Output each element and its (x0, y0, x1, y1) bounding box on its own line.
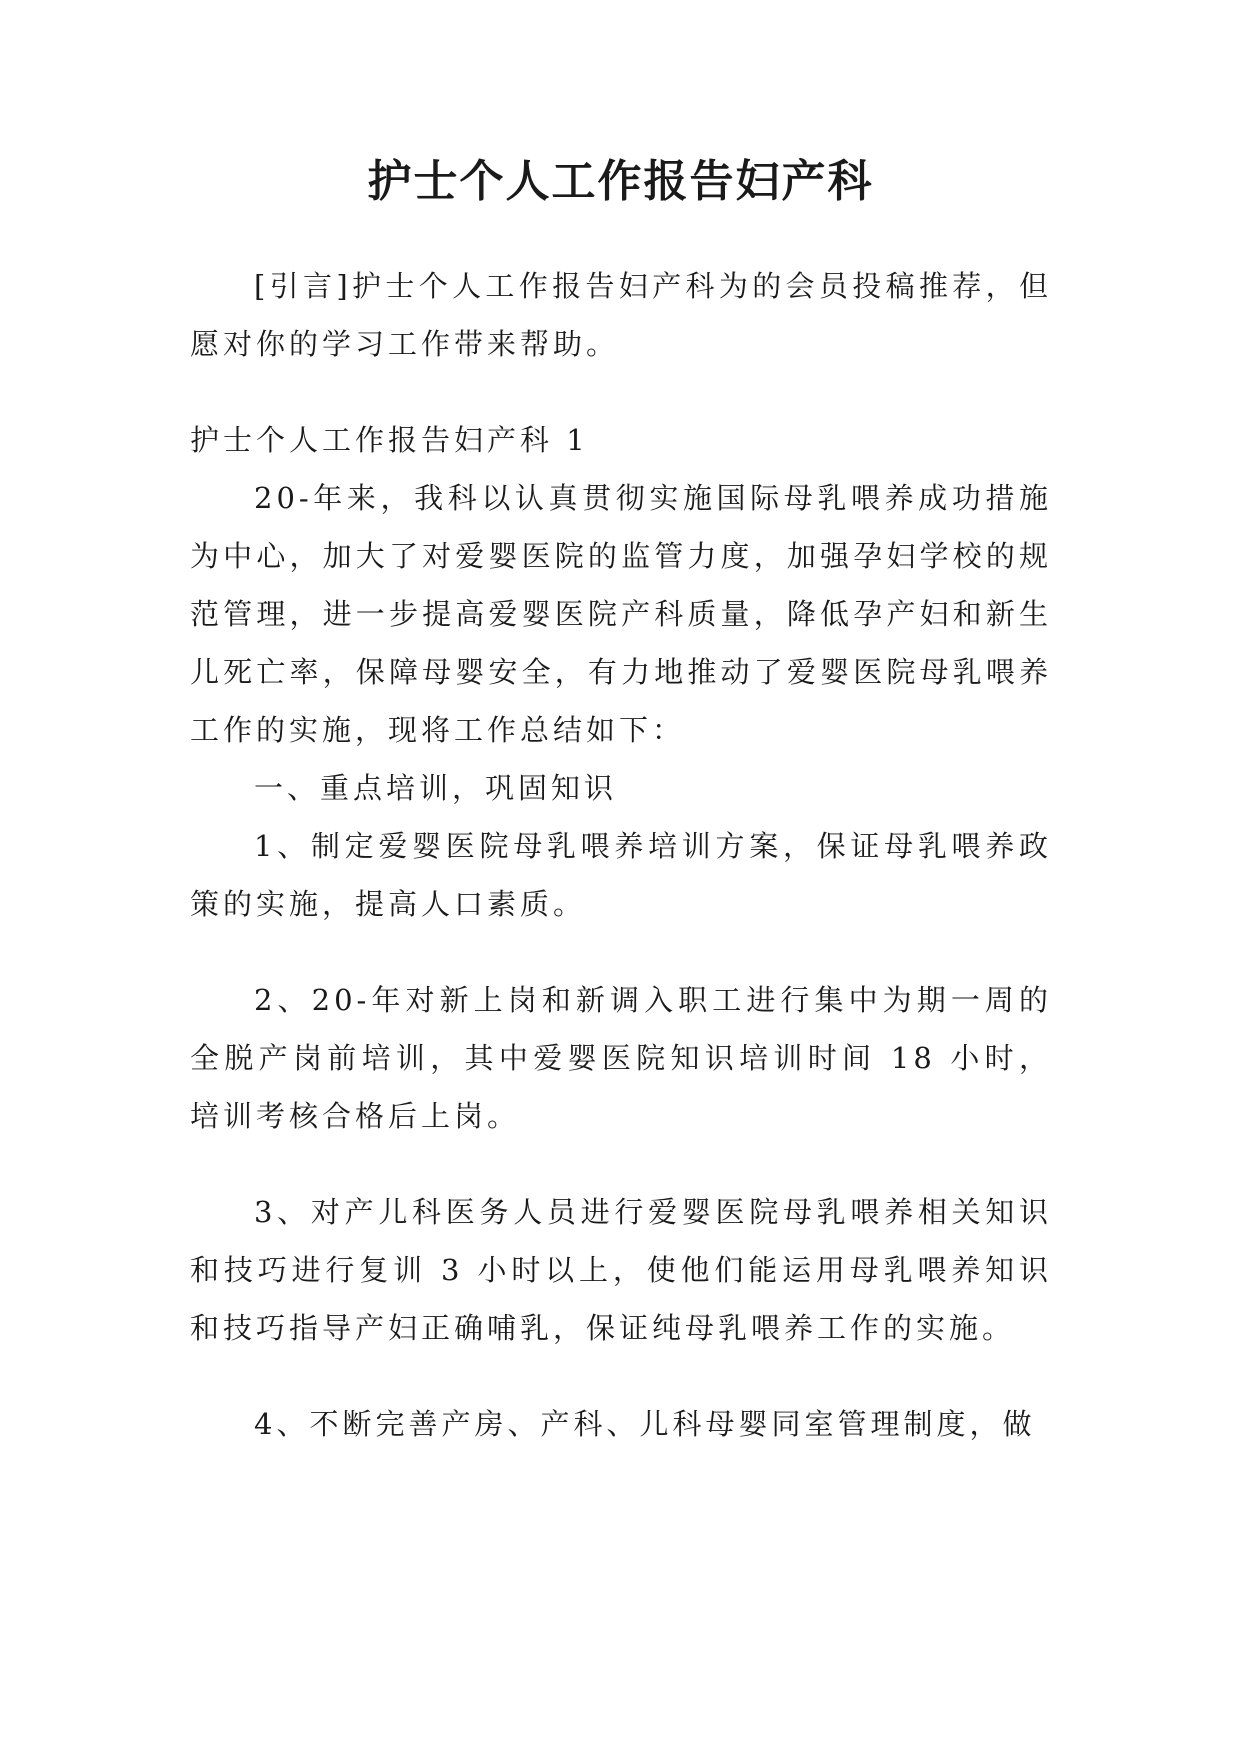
paragraph-summary (190, 469, 1052, 759)
list-item-1 (190, 817, 1052, 933)
section-heading-text: 护士个人工作报告妇产科 1 (190, 423, 589, 457)
list-item-text: 4、不断完善产房、产科、儿科母婴同室管理制度，做 (254, 1407, 1036, 1441)
list-item-text: 1、制定爱婴医院母乳喂养培训方案，保证母乳喂养政策的实施，提高人口素质。 (190, 829, 1052, 921)
intro-text: [引言]护士个人工作报告妇产科为的会员投稿推荐，但愿对你的学习工作带来帮助。 (190, 269, 1052, 361)
document-title: 护士个人工作报告妇产科 (367, 156, 874, 207)
list-item-text: 2、20-年对新上岗和新调入职工进行集中为期一周的全脱产岗前培训，其中爱婴医院知识培训时间 18 小时，培训考核合格后上岗。 (190, 983, 1052, 1133)
intro-paragraph (190, 257, 1052, 373)
list-item-2 (190, 971, 1052, 1145)
subheading-training (190, 759, 1052, 817)
list-item-3 (190, 1183, 1052, 1357)
paragraph-text: 20-年来，我科以认真贯彻实施国际母乳喂养成功措施为中心，加大了对爱婴医院的监管力度，加强孕妇学校的规范管理，进一步提高爱婴医院产科质量，降低孕产妇和新生儿死亡率，保障母婴安全，有力地推动了爱婴医院母乳喂养工作的实施，现将工作总结如下： (190, 481, 1052, 747)
subheading-text: 一、重点培训，巩固知识 (254, 771, 618, 805)
list-item-4 (190, 1395, 1052, 1453)
section-heading (190, 411, 1052, 469)
list-item-text: 3、对产儿科医务人员进行爱婴医院母乳喂养相关知识和技巧进行复训 3 小时以上，使他们能运用母乳喂养知识和技巧指导产妇正确哺乳，保证纯母乳喂养工作的实施。 (190, 1195, 1052, 1345)
